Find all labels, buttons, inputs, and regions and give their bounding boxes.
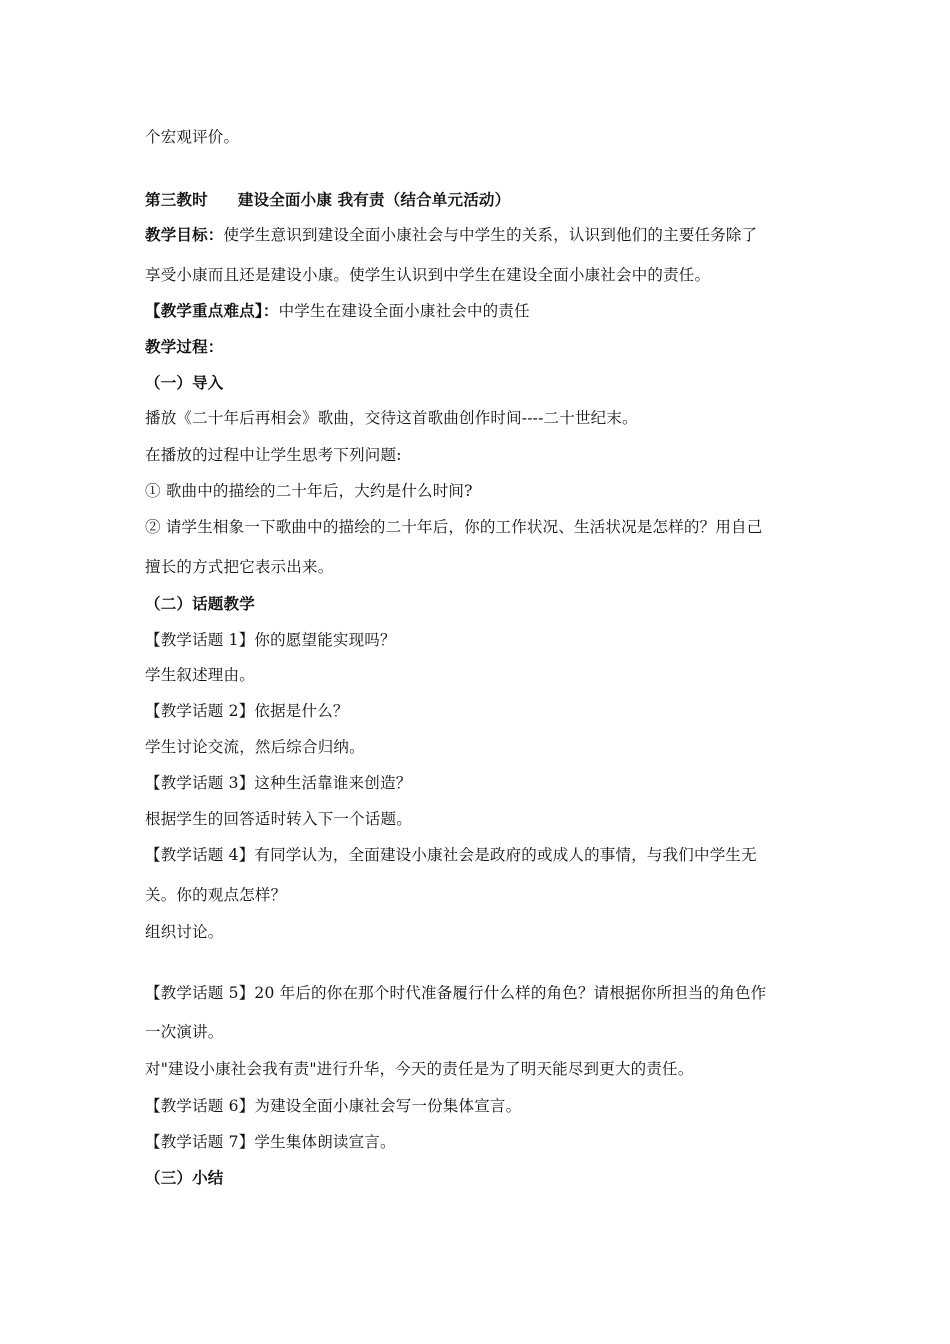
topic-7: 【教学话题 7】学生集体朗读宣言。 (145, 1133, 396, 1151)
topic-6: 【教学话题 6】为建设全面小康社会写一份集体宣言。 (145, 1097, 522, 1115)
topic-4-line-1: 【教学话题 4】有同学认为，全面建设小康社会是政府的或成人的事情，与我们中学生无 (145, 846, 757, 864)
objective-text-1: 使学生意识到建设全面小康社会与中学生的关系，认识到他们的主要任务除了 (223, 226, 758, 244)
topic-5-note: 对"建设小康社会我有责"进行升华，今天的责任是为了明天能尽到更大的责任。 (145, 1060, 694, 1078)
topic-1-note: 学生叙述理由。 (145, 666, 255, 684)
topic-3: 【教学话题 3】这种生活靠谁来创造？ (145, 774, 412, 792)
section-1-question-2-line-2: 擅长的方式把它表示出来。 (145, 558, 334, 576)
section-1-title: （一）导入 (145, 373, 224, 392)
section-3-title: （三）小结 (145, 1168, 224, 1187)
topic-4-note: 组织讨论。 (145, 923, 224, 941)
topic-1: 【教学话题 1】你的愿望能实现吗？ (145, 631, 396, 649)
key-points-label: 【教学重点难点】： (145, 301, 279, 320)
objective-label: 教学目标： (145, 225, 224, 244)
objective-line-2: 享受小康而且还是建设小康。使学生认识到中学生在建设全面小康社会中的责任。 (145, 266, 711, 284)
section-2-title: （二）话题教学 (145, 594, 255, 613)
topic-2-note: 学生讨论交流，然后综合归纳。 (145, 738, 365, 756)
process-label: 教学过程： (145, 337, 224, 356)
lesson-title-prefix: 第三教时 (145, 190, 208, 209)
section-1-paragraph-2: 在播放的过程中让学生思考下列问题: (145, 446, 402, 464)
section-1-paragraph-1: 播放《二十年后再相会》歌曲，交待这首歌曲创作时间----二十世纪末。 (145, 409, 638, 427)
topic-5-line-2: 一次演讲。 (145, 1023, 224, 1041)
topic-2: 【教学话题 2】依据是什么？ (145, 702, 349, 720)
key-points (145, 301, 530, 321)
topic-5-line-1: 【教学话题 5】20 年后的你在那个时代准备履行什么样的角色？请根据你所担当的角色作 (145, 984, 767, 1002)
key-points-text: 中学生在建设全面小康社会中的责任 (278, 302, 530, 320)
section-1-question-1: ① 歌曲中的描绘的二十年后，大约是什么时间? (145, 482, 473, 500)
topic-3-note: 根据学生的回答适时转入下一个话题。 (145, 810, 412, 828)
section-1-question-2-line-1: ② 请学生相象一下歌曲中的描绘的二十年后，你的工作状况、生活状况是怎样的？用自己 (145, 518, 763, 536)
lesson-title-text: 建设全面小康 我有责（结合单元活动） (237, 190, 511, 209)
topic-4-line-2: 关。你的观点怎样？ (145, 886, 287, 904)
objective-line-1 (145, 225, 757, 245)
lesson-title (145, 190, 510, 210)
intro-tail-text: 个宏观评价。 (145, 128, 240, 146)
